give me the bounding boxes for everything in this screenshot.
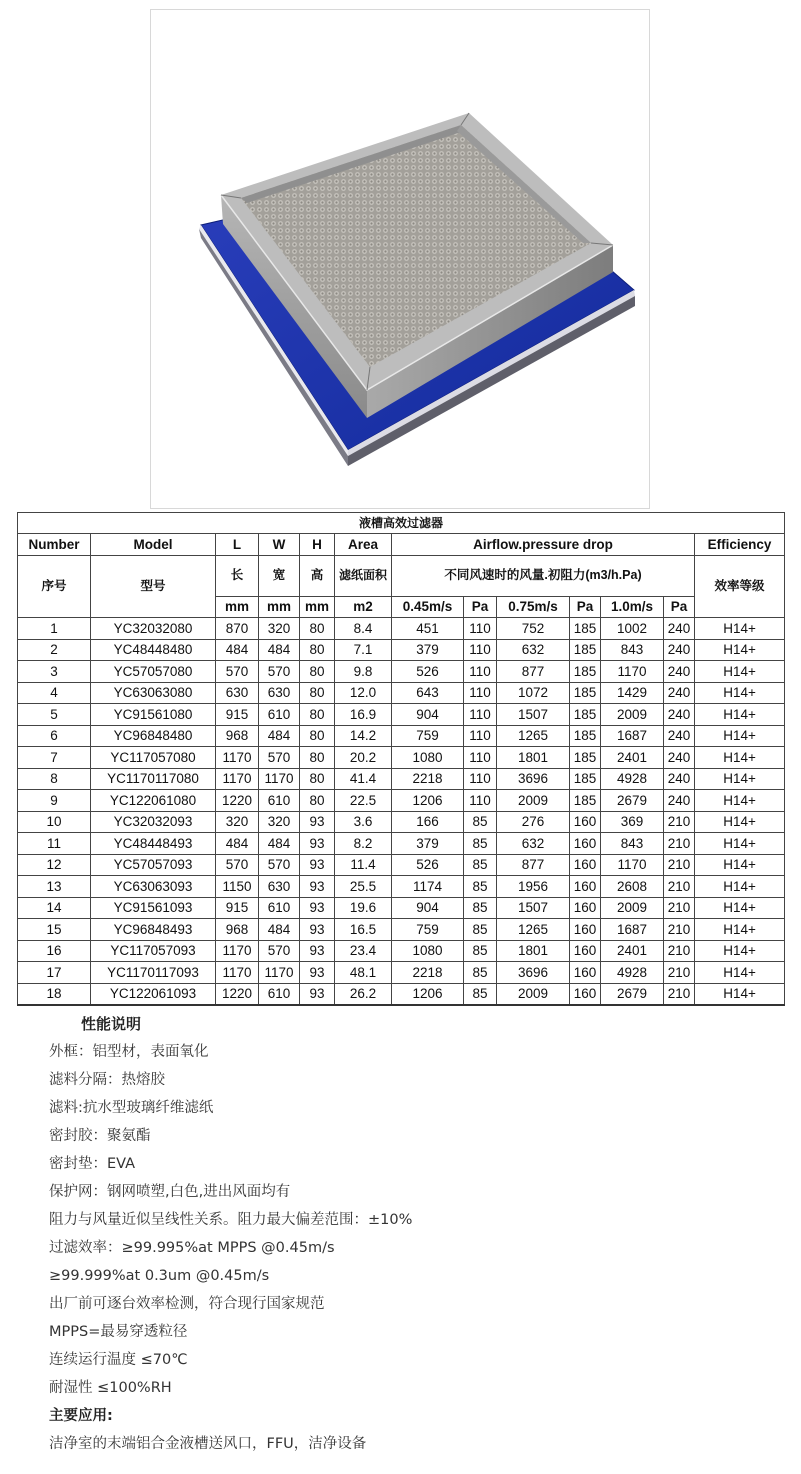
- cell-flow-10: 843: [601, 639, 664, 661]
- cell-efficiency: H14+: [695, 833, 785, 855]
- cell-number: 13: [18, 876, 91, 898]
- cell-flow-075: 632: [497, 833, 570, 855]
- cell-model: YC63063093: [91, 876, 216, 898]
- cell-pa-045: 110: [464, 747, 497, 769]
- header-zh-h: 高: [300, 555, 335, 596]
- cell-number: 1: [18, 618, 91, 640]
- cell-flow-045: 1206: [392, 983, 464, 1005]
- cell-area: 14.2: [335, 725, 392, 747]
- cell-model: YC32032093: [91, 811, 216, 833]
- cell-model: YC57057093: [91, 854, 216, 876]
- cell-width: 610: [259, 704, 300, 726]
- cell-area: 16.5: [335, 919, 392, 941]
- cell-width: 484: [259, 639, 300, 661]
- cell-number: 11: [18, 833, 91, 855]
- table-row: [18, 639, 785, 661]
- header-zh-model: 型号: [91, 555, 216, 618]
- note-line: 阻力与风量近似呈线性关系。阻力最大偏差范围：±10%: [49, 1212, 413, 1228]
- cell-height: 80: [300, 790, 335, 812]
- cell-pa-045: 85: [464, 919, 497, 941]
- cell-area: 7.1: [335, 639, 392, 661]
- cell-number: 5: [18, 704, 91, 726]
- cell-flow-075: 1956: [497, 876, 570, 898]
- cell-flow-045: 2218: [392, 962, 464, 984]
- cell-flow-075: 1507: [497, 897, 570, 919]
- cell-efficiency: H14+: [695, 661, 785, 683]
- note-line: ≥99.999%at 0.3um @0.45m/s: [49, 1268, 270, 1284]
- unit-p2: Pa: [570, 596, 601, 618]
- cell-length: 915: [216, 704, 259, 726]
- cell-height: 93: [300, 897, 335, 919]
- note-line: MPPS=最易穿透粒径: [49, 1324, 188, 1340]
- cell-height: 93: [300, 919, 335, 941]
- cell-pa-10: 240: [664, 747, 695, 769]
- cell-efficiency: H14+: [695, 876, 785, 898]
- header-zh-area: 滤纸面积: [335, 555, 392, 596]
- cell-flow-075: 632: [497, 639, 570, 661]
- cell-pa-075: 160: [570, 811, 601, 833]
- cell-pa-075: 160: [570, 940, 601, 962]
- cell-efficiency: H14+: [695, 704, 785, 726]
- cell-length: 484: [216, 833, 259, 855]
- cell-pa-075: 185: [570, 639, 601, 661]
- cell-number: 7: [18, 747, 91, 769]
- cell-area: 8.2: [335, 833, 392, 855]
- cell-flow-045: 1080: [392, 747, 464, 769]
- note-line: 过滤效率：≥99.995%at MPPS @0.45m/s: [49, 1240, 335, 1256]
- cell-length: 1170: [216, 747, 259, 769]
- cell-pa-045: 110: [464, 704, 497, 726]
- cell-pa-10: 210: [664, 962, 695, 984]
- unit-v1: 0.45m/s: [392, 596, 464, 618]
- cell-model: YC91561080: [91, 704, 216, 726]
- cell-flow-075: 1507: [497, 704, 570, 726]
- cell-efficiency: H14+: [695, 618, 785, 640]
- header-h: H: [300, 534, 335, 556]
- cell-flow-045: 904: [392, 704, 464, 726]
- cell-height: 80: [300, 704, 335, 726]
- cell-flow-045: 1080: [392, 940, 464, 962]
- cell-area: 22.5: [335, 790, 392, 812]
- cell-pa-075: 160: [570, 983, 601, 1005]
- cell-flow-10: 2401: [601, 940, 664, 962]
- cell-pa-10: 240: [664, 768, 695, 790]
- note-line: 滤料:抗水型玻璃纤维滤纸: [49, 1100, 214, 1116]
- cell-model: YC1170117093: [91, 962, 216, 984]
- cell-flow-045: 759: [392, 919, 464, 941]
- cell-width: 570: [259, 661, 300, 683]
- cell-length: 1220: [216, 983, 259, 1005]
- note-line: 耐湿性 ≤100%RH: [49, 1380, 172, 1396]
- cell-pa-075: 185: [570, 618, 601, 640]
- cell-length: 570: [216, 661, 259, 683]
- cell-flow-045: 2218: [392, 768, 464, 790]
- cell-pa-10: 210: [664, 983, 695, 1005]
- cell-model: YC48448480: [91, 639, 216, 661]
- table-row: [18, 682, 785, 704]
- cell-flow-10: 843: [601, 833, 664, 855]
- cell-flow-10: 4928: [601, 962, 664, 984]
- cell-model: YC1170117080: [91, 768, 216, 790]
- cell-model: YC48448493: [91, 833, 216, 855]
- cell-area: 16.9: [335, 704, 392, 726]
- cell-area: 25.5: [335, 876, 392, 898]
- cell-width: 320: [259, 811, 300, 833]
- cell-pa-075: 160: [570, 854, 601, 876]
- cell-number: 10: [18, 811, 91, 833]
- cell-pa-075: 160: [570, 897, 601, 919]
- cell-area: 23.4: [335, 940, 392, 962]
- cell-number: 16: [18, 940, 91, 962]
- table-row: [18, 919, 785, 941]
- cell-number: 4: [18, 682, 91, 704]
- table-body: [18, 618, 785, 1006]
- cell-width: 570: [259, 940, 300, 962]
- cell-pa-075: 185: [570, 725, 601, 747]
- cell-height: 93: [300, 854, 335, 876]
- cell-flow-10: 2608: [601, 876, 664, 898]
- cell-number: 12: [18, 854, 91, 876]
- cell-pa-045: 110: [464, 682, 497, 704]
- cell-height: 80: [300, 618, 335, 640]
- cell-number: 15: [18, 919, 91, 941]
- cell-height: 93: [300, 940, 335, 962]
- cell-height: 80: [300, 725, 335, 747]
- cell-area: 48.1: [335, 962, 392, 984]
- cell-flow-075: 3696: [497, 768, 570, 790]
- cell-pa-045: 85: [464, 983, 497, 1005]
- header-zh-w: 宽: [259, 555, 300, 596]
- table-row: [18, 790, 785, 812]
- cell-length: 320: [216, 811, 259, 833]
- cell-model: YC117057093: [91, 940, 216, 962]
- header-zh-airflow: 不同风速时的风量.初阻力(m3/h.Pa): [392, 555, 695, 596]
- cell-pa-10: 240: [664, 704, 695, 726]
- cell-flow-075: 1801: [497, 940, 570, 962]
- cell-width: 484: [259, 919, 300, 941]
- cell-pa-075: 185: [570, 704, 601, 726]
- cell-flow-045: 1206: [392, 790, 464, 812]
- cell-length: 1150: [216, 876, 259, 898]
- table-row: [18, 962, 785, 984]
- performance-notes: [49, 1010, 789, 1458]
- cell-number: 8: [18, 768, 91, 790]
- cell-efficiency: H14+: [695, 725, 785, 747]
- table-row: [18, 747, 785, 769]
- cell-pa-10: 240: [664, 661, 695, 683]
- cell-area: 11.4: [335, 854, 392, 876]
- cell-length: 968: [216, 725, 259, 747]
- cell-efficiency: H14+: [695, 811, 785, 833]
- cell-flow-045: 904: [392, 897, 464, 919]
- cell-height: 80: [300, 682, 335, 704]
- table-row: [18, 940, 785, 962]
- cell-number: 3: [18, 661, 91, 683]
- cell-number: 2: [18, 639, 91, 661]
- cell-area: 41.4: [335, 768, 392, 790]
- note-line: 滤料分隔：热熔胶: [49, 1072, 165, 1088]
- table-row: [18, 811, 785, 833]
- cell-flow-10: 369: [601, 811, 664, 833]
- cell-pa-045: 110: [464, 790, 497, 812]
- cell-efficiency: H14+: [695, 962, 785, 984]
- cell-length: 1220: [216, 790, 259, 812]
- cell-flow-075: 3696: [497, 962, 570, 984]
- table-row: [18, 618, 785, 640]
- cell-pa-045: 85: [464, 811, 497, 833]
- cell-flow-045: 379: [392, 833, 464, 855]
- table-row: [18, 876, 785, 898]
- cell-flow-10: 1687: [601, 919, 664, 941]
- cell-flow-10: 1002: [601, 618, 664, 640]
- cell-length: 630: [216, 682, 259, 704]
- note-line: 保护网：钢网喷塑,白色,进出风面均有: [49, 1184, 291, 1200]
- cell-flow-075: 1801: [497, 747, 570, 769]
- cell-model: YC32032080: [91, 618, 216, 640]
- cell-flow-10: 4928: [601, 768, 664, 790]
- cell-number: 6: [18, 725, 91, 747]
- cell-height: 80: [300, 661, 335, 683]
- cell-width: 1170: [259, 962, 300, 984]
- cell-height: 93: [300, 833, 335, 855]
- cell-width: 610: [259, 897, 300, 919]
- unit-p3: Pa: [664, 596, 695, 618]
- cell-pa-045: 85: [464, 940, 497, 962]
- cell-model: YC57057080: [91, 661, 216, 683]
- cell-flow-075: 877: [497, 661, 570, 683]
- cell-height: 93: [300, 876, 335, 898]
- cell-pa-045: 110: [464, 661, 497, 683]
- note-line: 密封胶：聚氨酯: [49, 1128, 151, 1144]
- cell-pa-045: 85: [464, 854, 497, 876]
- header-model: Model: [91, 534, 216, 556]
- cell-area: 12.0: [335, 682, 392, 704]
- cell-width: 630: [259, 682, 300, 704]
- table-row: [18, 725, 785, 747]
- cell-width: 484: [259, 833, 300, 855]
- header-zh-l: 长: [216, 555, 259, 596]
- cell-flow-075: 752: [497, 618, 570, 640]
- cell-pa-045: 110: [464, 768, 497, 790]
- unit-area: m2: [335, 596, 392, 618]
- cell-height: 93: [300, 811, 335, 833]
- application-heading: 主要应用:: [49, 1408, 113, 1424]
- note-line: 出厂前可逐台效率检测，符合现行国家规范: [49, 1296, 325, 1312]
- cell-pa-075: 160: [570, 962, 601, 984]
- cell-area: 19.6: [335, 897, 392, 919]
- cell-width: 630: [259, 876, 300, 898]
- header-airflow: Airflow.pressure drop: [392, 534, 695, 556]
- cell-pa-075: 160: [570, 919, 601, 941]
- cell-efficiency: H14+: [695, 983, 785, 1005]
- cell-flow-10: 1170: [601, 854, 664, 876]
- cell-pa-045: 85: [464, 962, 497, 984]
- cell-pa-075: 185: [570, 790, 601, 812]
- cell-efficiency: H14+: [695, 854, 785, 876]
- cell-length: 1170: [216, 940, 259, 962]
- cell-pa-045: 85: [464, 897, 497, 919]
- note-line: 连续运行温度 ≤70℃: [49, 1352, 188, 1368]
- header-l: L: [216, 534, 259, 556]
- table-row: [18, 768, 785, 790]
- cell-height: 80: [300, 747, 335, 769]
- table-row: [18, 983, 785, 1005]
- cell-efficiency: H14+: [695, 919, 785, 941]
- cell-height: 93: [300, 983, 335, 1005]
- cell-model: YC117057080: [91, 747, 216, 769]
- unit-v3: 1.0m/s: [601, 596, 664, 618]
- cell-length: 1170: [216, 962, 259, 984]
- cell-flow-045: 759: [392, 725, 464, 747]
- unit-v2: 0.75m/s: [497, 596, 570, 618]
- cell-flow-075: 2009: [497, 790, 570, 812]
- cell-pa-10: 240: [664, 618, 695, 640]
- cell-height: 80: [300, 639, 335, 661]
- cell-flow-075: 1265: [497, 725, 570, 747]
- note-line: 外框：铝型材，表面氧化: [49, 1044, 209, 1060]
- cell-model: YC122061093: [91, 983, 216, 1005]
- application-text: 洁净室的末端铝合金液槽送风口，FFU，洁净设备: [49, 1436, 367, 1452]
- cell-flow-075: 1072: [497, 682, 570, 704]
- cell-flow-10: 1429: [601, 682, 664, 704]
- cell-model: YC91561093: [91, 897, 216, 919]
- cell-flow-045: 643: [392, 682, 464, 704]
- cell-area: 20.2: [335, 747, 392, 769]
- cell-length: 915: [216, 897, 259, 919]
- note-line: 密封垫：EVA: [49, 1156, 136, 1172]
- cell-model: YC63063080: [91, 682, 216, 704]
- cell-pa-075: 185: [570, 768, 601, 790]
- header-efficiency: Efficiency: [695, 534, 785, 556]
- unit-h: mm: [300, 596, 335, 618]
- cell-model: YC122061080: [91, 790, 216, 812]
- cell-pa-10: 240: [664, 682, 695, 704]
- cell-efficiency: H14+: [695, 747, 785, 769]
- unit-p1: Pa: [464, 596, 497, 618]
- cell-model: YC96848480: [91, 725, 216, 747]
- cell-pa-075: 160: [570, 833, 601, 855]
- table-row: [18, 897, 785, 919]
- cell-length: 1170: [216, 768, 259, 790]
- cell-flow-075: 1265: [497, 919, 570, 941]
- cell-pa-10: 240: [664, 639, 695, 661]
- cell-flow-10: 1687: [601, 725, 664, 747]
- cell-flow-045: 526: [392, 854, 464, 876]
- notes-heading: 性能说明: [81, 1015, 142, 1033]
- cell-pa-10: 210: [664, 919, 695, 941]
- cell-width: 570: [259, 747, 300, 769]
- cell-flow-10: 2679: [601, 983, 664, 1005]
- cell-pa-075: 185: [570, 661, 601, 683]
- cell-efficiency: H14+: [695, 897, 785, 919]
- cell-model: YC96848493: [91, 919, 216, 941]
- cell-flow-045: 166: [392, 811, 464, 833]
- cell-efficiency: H14+: [695, 639, 785, 661]
- cell-height: 93: [300, 962, 335, 984]
- cell-area: 9.8: [335, 661, 392, 683]
- table-title: 液槽高效过滤器: [18, 513, 785, 534]
- cell-width: 570: [259, 854, 300, 876]
- cell-pa-10: 240: [664, 790, 695, 812]
- cell-efficiency: H14+: [695, 790, 785, 812]
- table-row: [18, 661, 785, 683]
- cell-pa-10: 210: [664, 854, 695, 876]
- table-row: [18, 854, 785, 876]
- cell-width: 610: [259, 983, 300, 1005]
- cell-flow-045: 1174: [392, 876, 464, 898]
- cell-flow-045: 451: [392, 618, 464, 640]
- cell-pa-045: 110: [464, 725, 497, 747]
- cell-efficiency: H14+: [695, 940, 785, 962]
- cell-number: 17: [18, 962, 91, 984]
- unit-w: mm: [259, 596, 300, 618]
- cell-number: 18: [18, 983, 91, 1005]
- cell-efficiency: H14+: [695, 768, 785, 790]
- cell-pa-075: 185: [570, 747, 601, 769]
- cell-length: 484: [216, 639, 259, 661]
- cell-pa-10: 210: [664, 940, 695, 962]
- cell-number: 9: [18, 790, 91, 812]
- cell-pa-045: 110: [464, 639, 497, 661]
- cell-flow-10: 2009: [601, 704, 664, 726]
- cell-pa-10: 240: [664, 725, 695, 747]
- unit-l: mm: [216, 596, 259, 618]
- table-row: [18, 704, 785, 726]
- cell-pa-045: 85: [464, 876, 497, 898]
- cell-pa-10: 210: [664, 897, 695, 919]
- spec-table: [17, 512, 785, 1006]
- cell-length: 870: [216, 618, 259, 640]
- header-area: Area: [335, 534, 392, 556]
- cell-pa-10: 210: [664, 876, 695, 898]
- cell-pa-045: 85: [464, 833, 497, 855]
- cell-flow-075: 877: [497, 854, 570, 876]
- cell-efficiency: H14+: [695, 682, 785, 704]
- cell-height: 80: [300, 768, 335, 790]
- cell-area: 26.2: [335, 983, 392, 1005]
- header-w: W: [259, 534, 300, 556]
- cell-pa-075: 185: [570, 682, 601, 704]
- cell-pa-10: 210: [664, 811, 695, 833]
- cell-width: 610: [259, 790, 300, 812]
- header-zh-efficiency: 效率等级: [695, 555, 785, 618]
- cell-length: 968: [216, 919, 259, 941]
- header-zh-number: 序号: [18, 555, 91, 618]
- cell-area: 8.4: [335, 618, 392, 640]
- cell-pa-075: 160: [570, 876, 601, 898]
- cell-flow-045: 379: [392, 639, 464, 661]
- cell-length: 570: [216, 854, 259, 876]
- cell-flow-075: 2009: [497, 983, 570, 1005]
- cell-width: 320: [259, 618, 300, 640]
- table-row: [18, 833, 785, 855]
- cell-width: 1170: [259, 768, 300, 790]
- cell-flow-10: 2679: [601, 790, 664, 812]
- cell-flow-045: 526: [392, 661, 464, 683]
- cell-number: 14: [18, 897, 91, 919]
- cell-area: 3.6: [335, 811, 392, 833]
- product-image: [150, 9, 650, 509]
- cell-flow-10: 2009: [601, 897, 664, 919]
- cell-flow-10: 2401: [601, 747, 664, 769]
- cell-pa-045: 110: [464, 618, 497, 640]
- cell-flow-075: 276: [497, 811, 570, 833]
- cell-pa-10: 210: [664, 833, 695, 855]
- cell-flow-10: 1170: [601, 661, 664, 683]
- header-number: Number: [18, 534, 91, 556]
- cell-width: 484: [259, 725, 300, 747]
